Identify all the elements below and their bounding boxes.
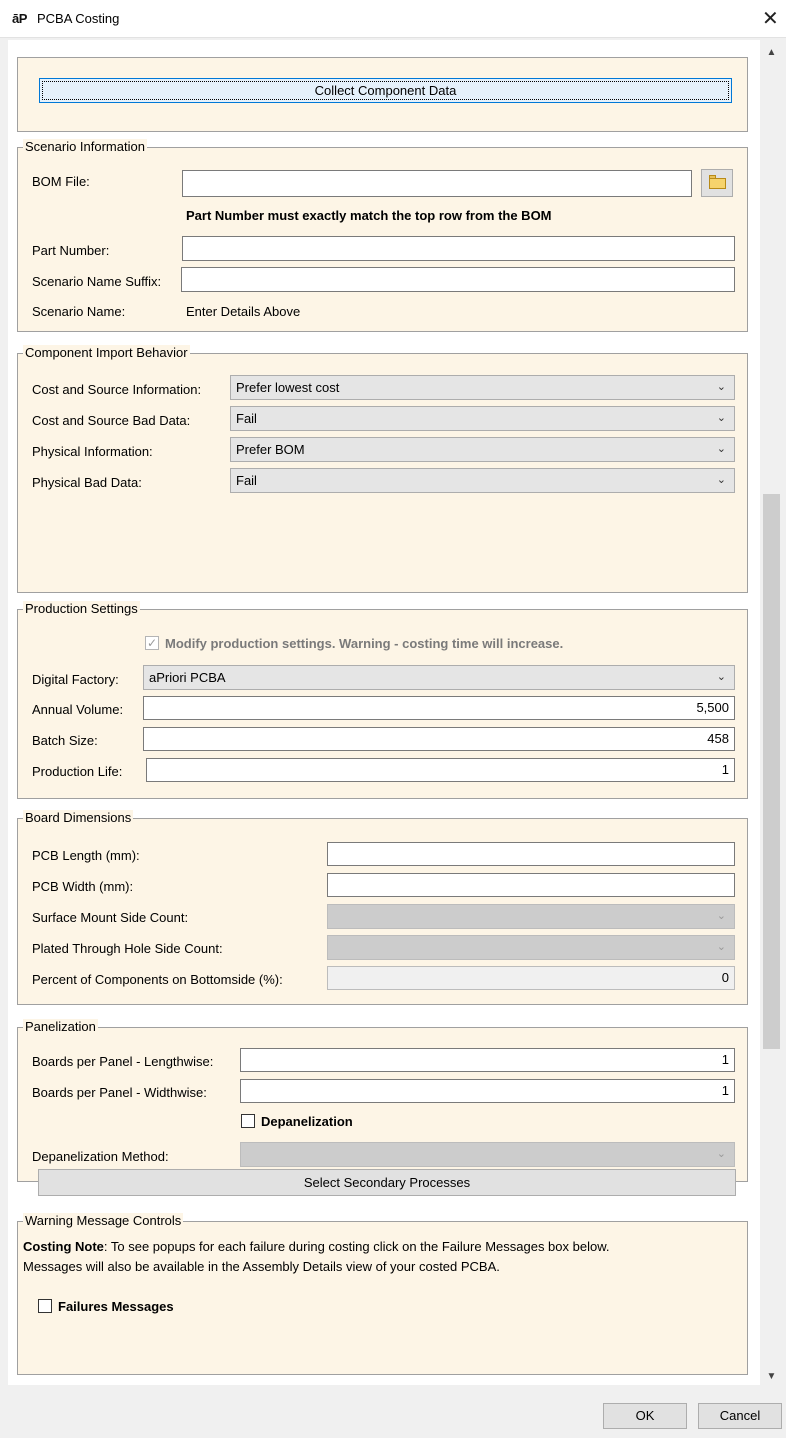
select-value: Prefer lowest cost — [236, 380, 340, 395]
pcb-length-input[interactable] — [327, 842, 735, 866]
part-number-note: Part Number must exactly match the top row from the BOM — [186, 208, 552, 223]
scenario-name-suffix-label: Scenario Name Suffix: — [32, 274, 162, 289]
scrollbar-thumb[interactable] — [763, 494, 780, 1049]
scroll-down-icon[interactable]: ▼ — [766, 1371, 777, 1382]
warning-message-controls-title: Warning Message Controls — [25, 1213, 182, 1228]
scenario-information-group — [17, 139, 748, 332]
failures-messages-checkbox[interactable] — [38, 1299, 52, 1313]
cancel-button[interactable]: Cancel — [698, 1403, 782, 1429]
browse-bom-button[interactable] — [701, 169, 733, 197]
physical-information-select[interactable] — [230, 437, 735, 462]
pcb-width-label: PCB Width (mm): — [32, 879, 134, 894]
plated-through-hole-side-count-select[interactable] — [327, 935, 735, 960]
chevron-down-icon: ⌄ — [716, 412, 726, 424]
physical-bad-data-select[interactable] — [230, 468, 735, 493]
app-logo: āP — [12, 11, 27, 26]
cost-source-information-select[interactable] — [230, 375, 735, 400]
boards-lengthwise-label: Boards per Panel - Lengthwise: — [32, 1054, 214, 1069]
chevron-down-icon: ⌄ — [716, 474, 726, 486]
chevron-down-icon: ⌄ — [716, 671, 726, 683]
close-icon[interactable]: ✕ — [762, 8, 779, 30]
batch-size-label: Batch Size: — [32, 733, 98, 748]
bom-file-label: BOM File: — [32, 174, 90, 189]
chevron-down-icon: ⌄ — [716, 381, 726, 393]
import-row-label: Cost and Source Information: — [32, 382, 202, 397]
boards-widthwise-input[interactable]: 1 — [240, 1079, 735, 1103]
collect-component-data-button[interactable]: Collect Component Data — [39, 78, 732, 103]
chevron-down-icon: ⌄ — [716, 941, 726, 953]
plated-through-hole-label: Plated Through Hole Side Count: — [32, 941, 223, 956]
component-import-behavior-group — [17, 345, 748, 593]
board-dimensions-title: Board Dimensions — [25, 810, 132, 825]
production-life-input[interactable]: 1 — [146, 758, 735, 782]
import-row-label: Physical Bad Data: — [32, 475, 142, 490]
bottomside-percent-label: Percent of Components on Bottomside (%): — [32, 972, 283, 987]
annual-volume-label: Annual Volume: — [32, 702, 124, 717]
chevron-down-icon: ⌄ — [716, 910, 726, 922]
chevron-down-icon: ⌄ — [716, 443, 726, 455]
surface-mount-label: Surface Mount Side Count: — [32, 910, 189, 925]
boards-lengthwise-input[interactable]: 1 — [240, 1048, 735, 1072]
select-value: Fail — [236, 473, 257, 488]
pcb-length-label: PCB Length (mm): — [32, 848, 140, 863]
production-settings-group — [17, 601, 748, 799]
bom-file-input[interactable] — [182, 170, 692, 197]
production-life-label: Production Life: — [32, 764, 123, 779]
warning-message-controls-group — [17, 1213, 748, 1375]
select-value: Prefer BOM — [236, 442, 305, 457]
depanelization-method-label: Depanelization Method: — [32, 1149, 169, 1164]
costing-note — [23, 1239, 610, 1255]
select-value: aPriori PCBA — [149, 670, 226, 685]
scenario-name-suffix-input[interactable] — [181, 267, 735, 292]
board-dimensions-group — [17, 810, 748, 1005]
modify-production-label: Modify production settings. Warning - costing time will increase. — [165, 636, 564, 651]
scenario-name-label: Scenario Name: — [32, 304, 126, 319]
costing-note-text: : To see popups for each failure during costing click on the Failure Messages box below. — [103, 1239, 610, 1254]
scroll-up-icon[interactable]: ▲ — [766, 47, 777, 58]
modify-production-checkbox[interactable]: ✓ — [146, 636, 158, 650]
digital-factory-label: Digital Factory: — [32, 672, 119, 687]
dialog-content — [8, 40, 760, 1385]
scenario-information-title: Scenario Information — [25, 139, 145, 154]
chevron-down-icon: ⌄ — [716, 1148, 726, 1160]
import-row-label: Cost and Source Bad Data: — [32, 413, 191, 428]
select-secondary-processes-button[interactable]: Select Secondary Processes — [38, 1169, 736, 1196]
production-settings-title: Production Settings — [25, 601, 138, 616]
cost-source-bad-data-select[interactable] — [230, 406, 735, 431]
scenario-name-value: Enter Details Above — [186, 304, 301, 319]
import-row-label: Physical Information: — [32, 444, 153, 459]
boards-widthwise-label: Boards per Panel - Widthwise: — [32, 1085, 207, 1100]
digital-factory-select[interactable] — [143, 665, 735, 690]
component-import-behavior-title: Component Import Behavior — [25, 345, 188, 360]
costing-note-bold: Costing Note — [23, 1239, 104, 1254]
depanelization-checkbox[interactable] — [241, 1114, 255, 1128]
batch-size-input[interactable]: 458 — [143, 727, 735, 751]
bottomside-percent-input[interactable]: 0 — [327, 966, 735, 990]
depanelization-label: Depanelization — [261, 1114, 353, 1129]
panelization-title: Panelization — [25, 1019, 96, 1034]
part-number-input[interactable] — [182, 236, 735, 261]
panelization-group — [17, 1019, 748, 1182]
failures-messages-label: Failures Messages — [58, 1299, 174, 1314]
ok-button[interactable]: OK — [603, 1403, 687, 1429]
depanelization-method-select[interactable] — [240, 1142, 735, 1167]
window-title: PCBA Costing — [37, 11, 120, 26]
annual-volume-input[interactable]: 5,500 — [143, 696, 735, 720]
vertical-scrollbar[interactable] — [761, 44, 782, 1386]
title-bar — [0, 0, 786, 38]
select-value: Fail — [236, 411, 257, 426]
surface-mount-side-count-select[interactable] — [327, 904, 735, 929]
folder-open-icon — [709, 178, 726, 189]
collect-group — [17, 57, 748, 132]
pcb-width-input[interactable] — [327, 873, 735, 897]
part-number-label: Part Number: — [32, 243, 110, 258]
costing-note-line2: Messages will also be available in the Assembly Details view of your costed PCBA. — [23, 1259, 500, 1274]
